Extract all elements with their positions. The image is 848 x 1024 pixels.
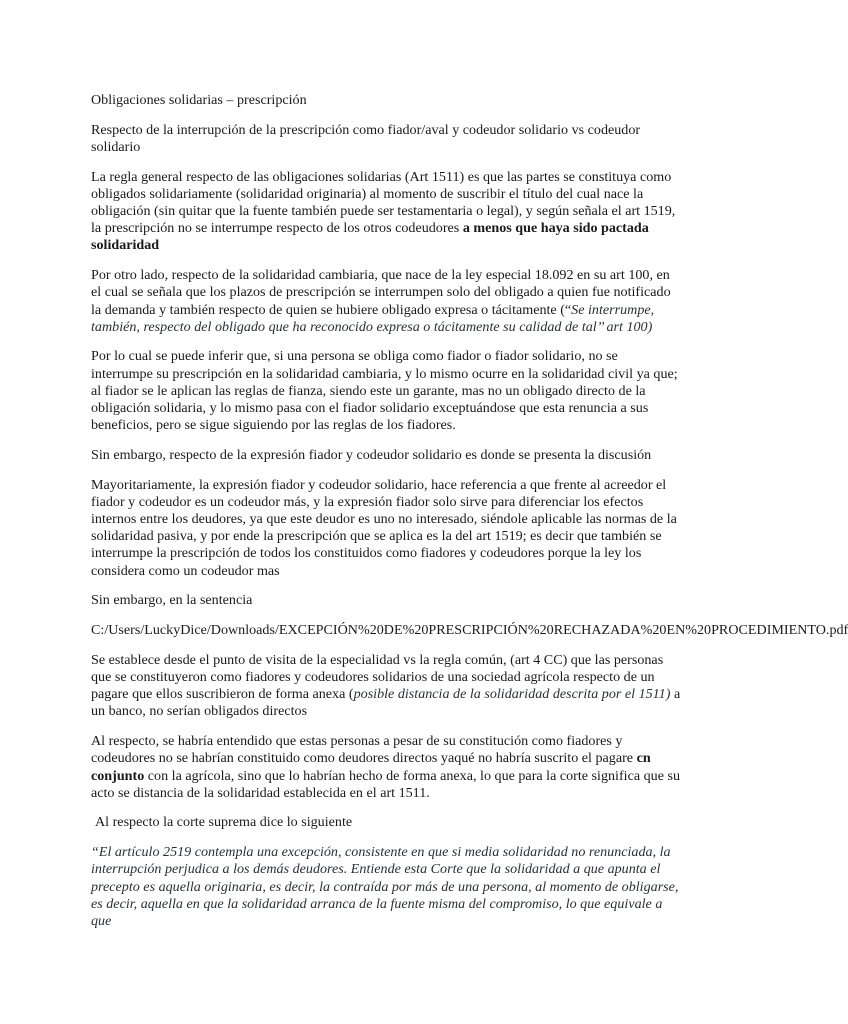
paragraph-10-text: Al respecto, se habría entendido que estas personas a pesar de su constitución como fiadores y codeudores no se habrían constituido como deudores directos yaqué no habría suscrito el pagare	[91, 733, 637, 767]
paragraph-10-bold: cn conjunto	[91, 750, 651, 784]
paragraph-7: Sin embargo, en la sentencia	[91, 592, 253, 609]
paragraph-2	[91, 169, 683, 255]
paragraph-11: Al respecto la corte suprema dice lo siguiente	[95, 814, 353, 831]
paragraph-4: Por lo cual se puede inferir que, si una persona se obliga como fiador o fiador solidario, no se interrumpe su prescripción en la solidaridad cambiaria, y lo mismo ocurre en la solidaridad civil ya que; al fiador se le aplican las reglas de fianza, siendo este un garante, mas no un obligado directo de la obligación solidaria, y lo mismo pasa con el fiador solidario exceptuándose que esta renuncia a sus beneficios, pero se sigue siguiendo por las reglas de los fiadores.	[91, 348, 678, 434]
document-title: Obligaciones solidarias – prescripción	[91, 92, 307, 108]
paragraph-10	[91, 733, 683, 802]
paragraph-9-tail: a un banco, no serían obligados directos	[91, 686, 681, 720]
paragraph-5: Sin embargo, respecto de la expresión fiador y codeudor solidario es donde se presenta la discusión	[91, 446, 652, 463]
paragraph-2-bold: a menos que haya sido pactada solidaridad	[91, 220, 649, 254]
paragraph-3	[91, 267, 683, 336]
paragraph-9	[91, 652, 683, 721]
paragraph-2-text: La regla general respecto de las obligaciones solidarias (Art 1511) es que las partes se constituya como obligados solidariamente (solidaridad originaria) al momento de suscribir el título del cual nace la obligación (sin quitar que la fuente también puede ser testamentaria o legal), y según señala el art 1519, la prescripción no se interrumpe respecto de los otros codeudores	[91, 168, 676, 237]
paragraph-9-text: Se establece desde el punto de visita de la especialidad vs la regla común, (art 4 CC) que las personas que se constituyeron como fiadores y codeudores solidarios de una sociedad agrícola respecto de un pagare que ellos suscribieron de forma anexa (	[91, 651, 664, 703]
paragraph-9-italic: posible distancia de la solidaridad descrita por el 1511)	[353, 686, 671, 703]
paragraph-10-tail: con la agrícola, sino que lo habrían hecho de forma anexa, lo que para la corte significa que su acto se distancia de la solidaridad establecida en el art 1511.	[91, 767, 681, 801]
paragraph-1: Respecto de la interrupción de la prescripción como fiador/aval y codeudor solidario vs codeudor solidario	[91, 121, 641, 155]
court-quote: “El artículo 2519 contempla una excepción, consistente en que si media solidaridad no renunciada, la interrupción perjudica a los demás deudores. Entiende esta Corte que la solidaridad a que apunta el precepto es aquella originaria, es decir, la contraída por más de una persona, al momento de obligarse, es decir, aquella en que la solidaridad arranca de la fuente misma del compromiso, lo que equivale a que	[91, 844, 679, 929]
paragraph-3-italic: Se interrumpe, también, respecto del obligado que ha reconocido expresa o tácitamente su calidad de tal’’ art 100)	[91, 301, 655, 335]
paragraph-3-text: Por otro lado, respecto de la solidaridad cambiaria, que nace de la ley especial 18.092 en su art 100, en el cual se señala que los plazos de prescripción se interrumpen solo del obligado a quien fue notificado la demanda y también respecto de quien se hubiere obligado expresa o tácitamente (“	[91, 267, 671, 318]
file-path: C:/Users/LuckyDice/Downloads/EXCEPCIÓN%20DE%20PRESCRIPCIÓN%20RECHAZADA%20EN%20PROCEDIMIENTO.pdf	[91, 622, 848, 639]
paragraph-6: Mayoritariamente, la expresión fiador y codeudor solidario, hace referencia a que frente al acreedor el fiador y codeudor es un codeudor más, y la expresión fiador solo sirve para diferenciar los efectos internos entre los deudores, ya que este deudor es uno no interesado, siéndole aplicable las normas de la solidaridad pasiva, y por ende la prescripción que se aplica es la del art 1519; es decir que también se interrumpe la prescripción de todos los constituidos como fiadores y codeudores porque la ley los considera como un codeudor mas	[91, 476, 677, 579]
